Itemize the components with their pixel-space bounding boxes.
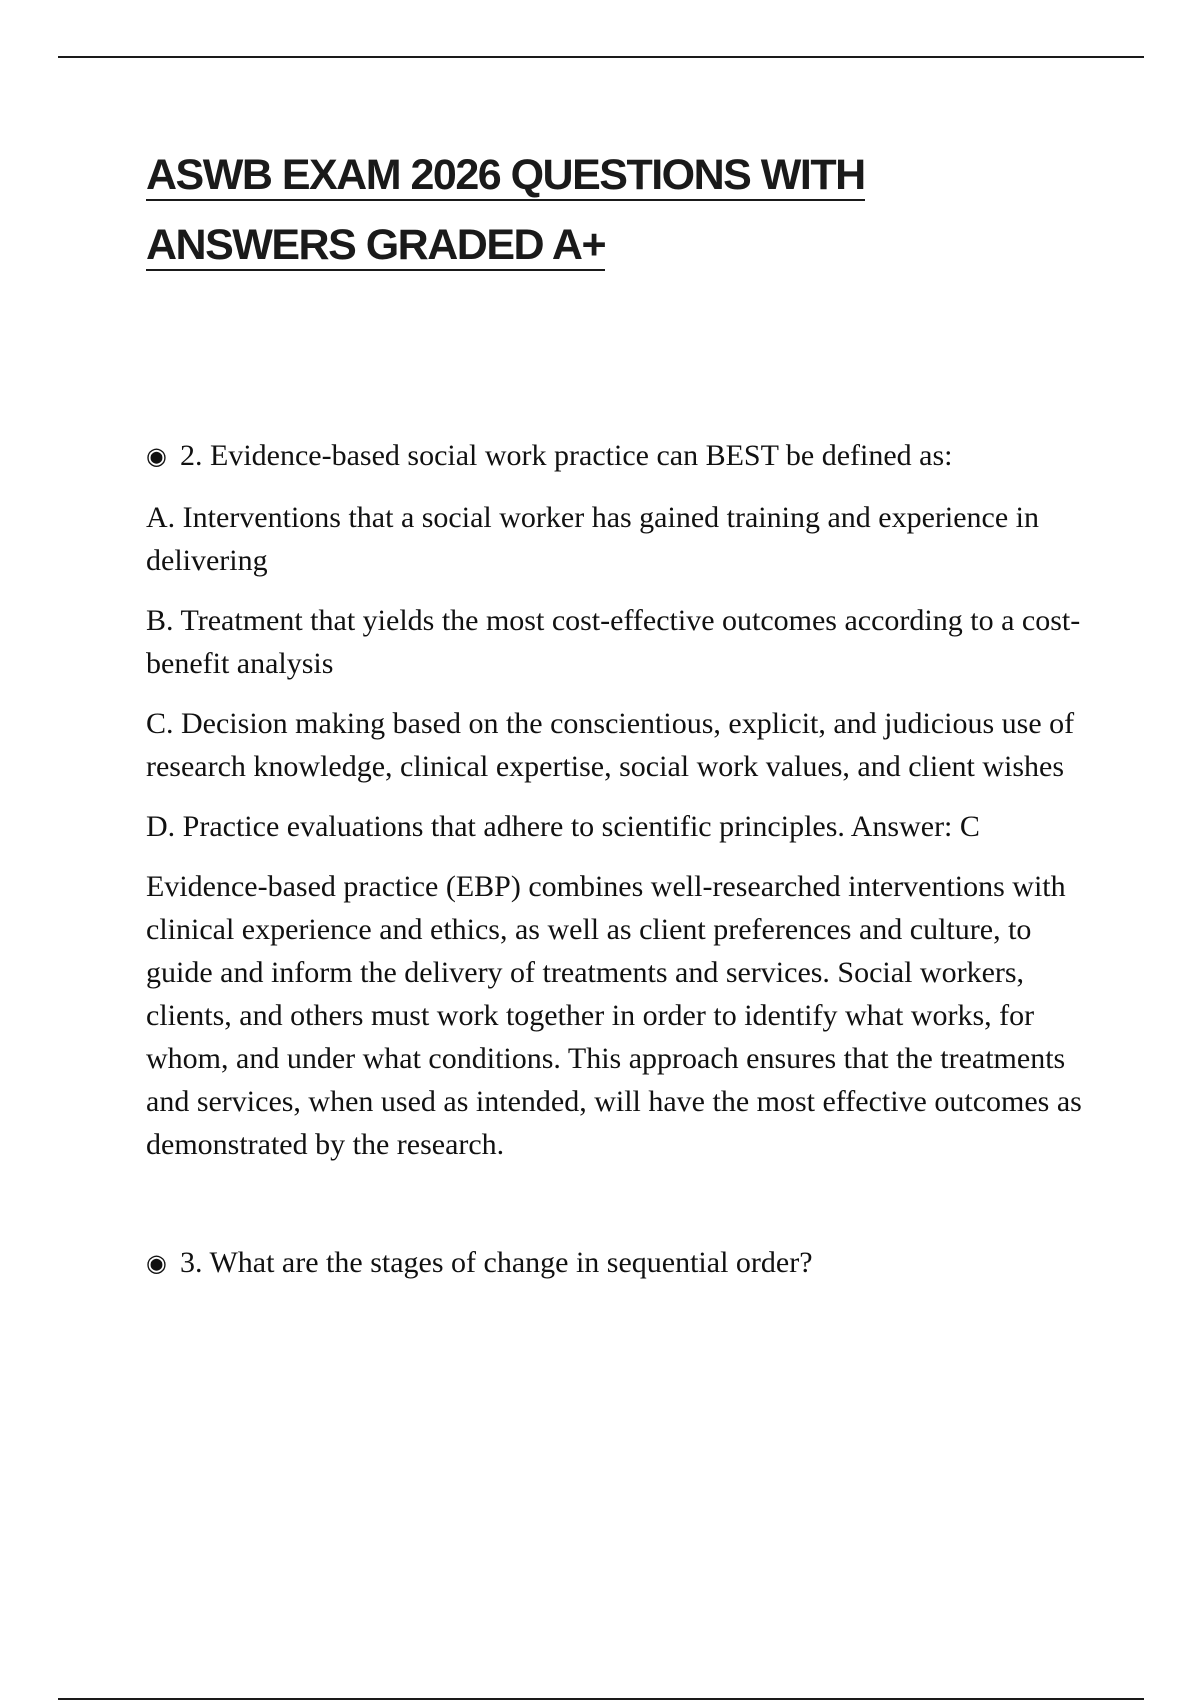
radio-bullet-icon: ◉ [146,444,167,470]
option-d: D. Practice evaluations that adhere to scientific principles. Answer: C [146,810,980,843]
question-3 [146,1241,1086,1286]
title-line-2-text: ANSWERS GRADED A+ [146,221,606,269]
option-b: B. Treatment that yields the most cost-effective outcomes according to a cost-benefit analysis [146,604,1081,680]
answer-explanation: Evidence-based practice (EBP) combines well-researched interventions with clinical experience and ethics, as well as client preferences and culture, to guide and inform the delivery of treatments and services. Social workers, clients, and others must work together in order to identify what works, for whom, and under what conditions. This approach ensures that the treatments and services, when used as intended, will have the most effective outcomes as demonstrated by the research. [146,870,1082,1161]
radio-bullet-icon: ◉ [146,1251,167,1277]
document-body [146,434,1086,1303]
question-2-text: 2. Evidence-based social work practice can BEST be defined as: [180,439,953,472]
page-title [146,140,1066,280]
title-line-1-text: ASWB EXAM 2026 QUESTIONS WITH [146,151,865,199]
question-3-text: 3. What are the stages of change in sequential order? [180,1246,813,1279]
title-line-2 [146,210,1066,280]
option-c: C. Decision making based on the conscientious, explicit, and judicious use of research knowledge, clinical expertise, social work values, and client wishes [146,707,1075,783]
top-rule [58,56,1144,58]
option-a: A. Interventions that a social worker has gained training and experience in delivering [146,501,1040,577]
title-line-1 [146,140,1066,210]
question-2 [146,434,1086,479]
